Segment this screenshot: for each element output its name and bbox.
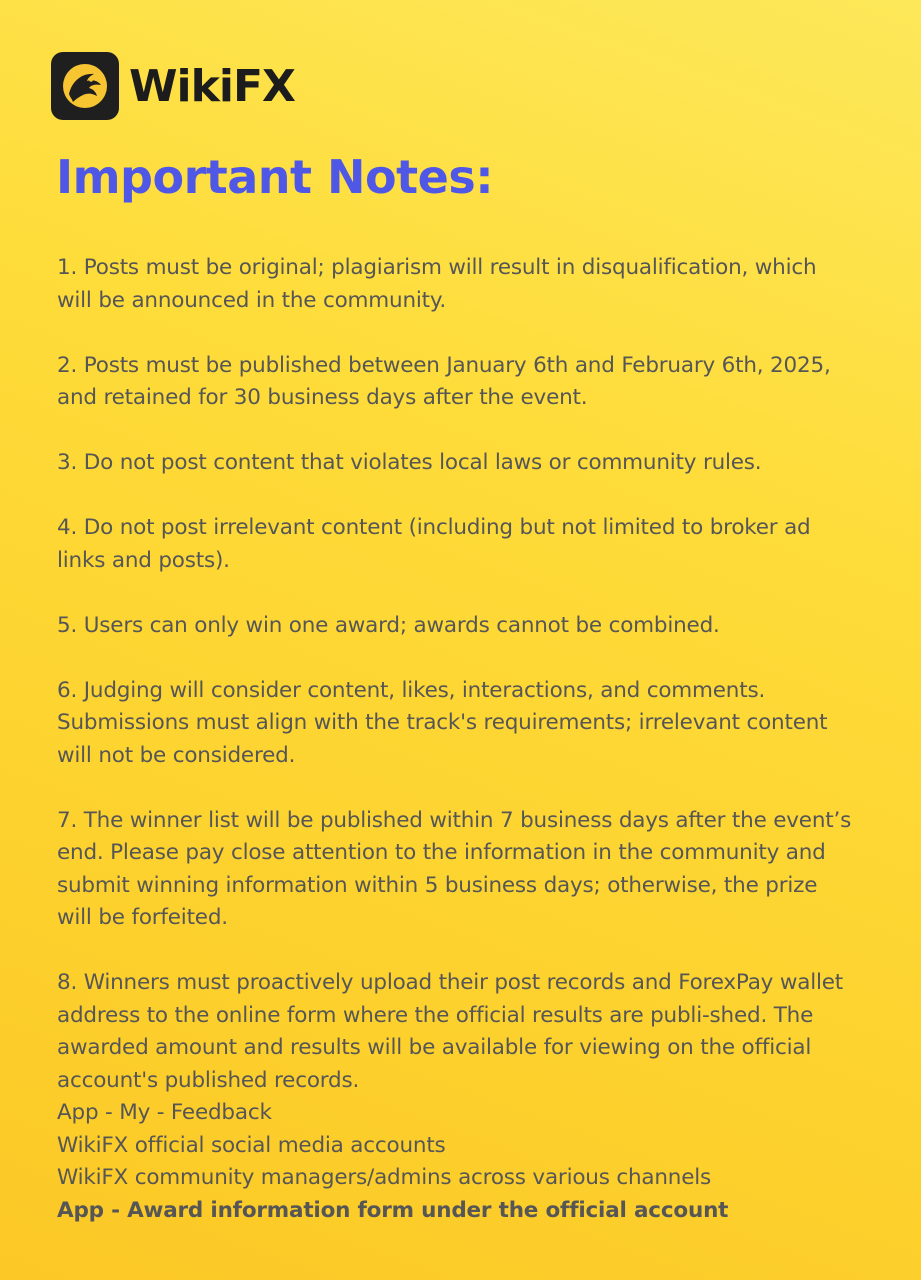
brand-logo <box>51 52 295 120</box>
note-4: 4. Do not post irrelevant content (including but not limited to broker ad links and posts). <box>57 515 811 573</box>
note-7: 7. The winner list will be published within 7 business days after the event’s end. Please pay close attention to the information in the community and submit winning information within 5 business days; otherwise, the prize will be forfeited. <box>57 807 852 930</box>
channel-item: WikiFX official social media accounts <box>57 1132 446 1158</box>
page-title: Important Notes: <box>56 150 494 204</box>
eagle-head-icon <box>51 52 119 120</box>
note-1: 1. Posts must be original; plagiarism will result in disqualification, which will be announced in the community. <box>57 255 817 313</box>
notes-list <box>57 252 857 1227</box>
brand-name: WikiFX <box>129 60 295 112</box>
note-6: 6. Judging will consider content, likes, interactions, and comments. Submissions must align with the track's requirements; irrelevant content will not be considered. <box>57 677 828 768</box>
channel-item: WikiFX community managers/admins across various channels <box>57 1165 712 1190</box>
note-2: 2. Posts must be published between January 6th and February 6th, 2025, and retained for 30 business days after the event. <box>57 352 831 410</box>
channel-item: App - My - Feedback <box>57 1100 272 1125</box>
channel-list <box>57 1097 857 1227</box>
channel-item: App - Award information form under the official account <box>57 1197 729 1223</box>
note-5: 5. Users can only win one award; awards cannot be combined. <box>57 612 720 638</box>
note-3: 3. Do not post content that violates local laws or community rules. <box>57 450 762 475</box>
note-8: 8. Winners must proactively upload their post records and ForexPay wallet address to the online form where the official results are publi-shed. The awarded amount and results will be available for viewing on the official account's published records. <box>57 970 843 1093</box>
